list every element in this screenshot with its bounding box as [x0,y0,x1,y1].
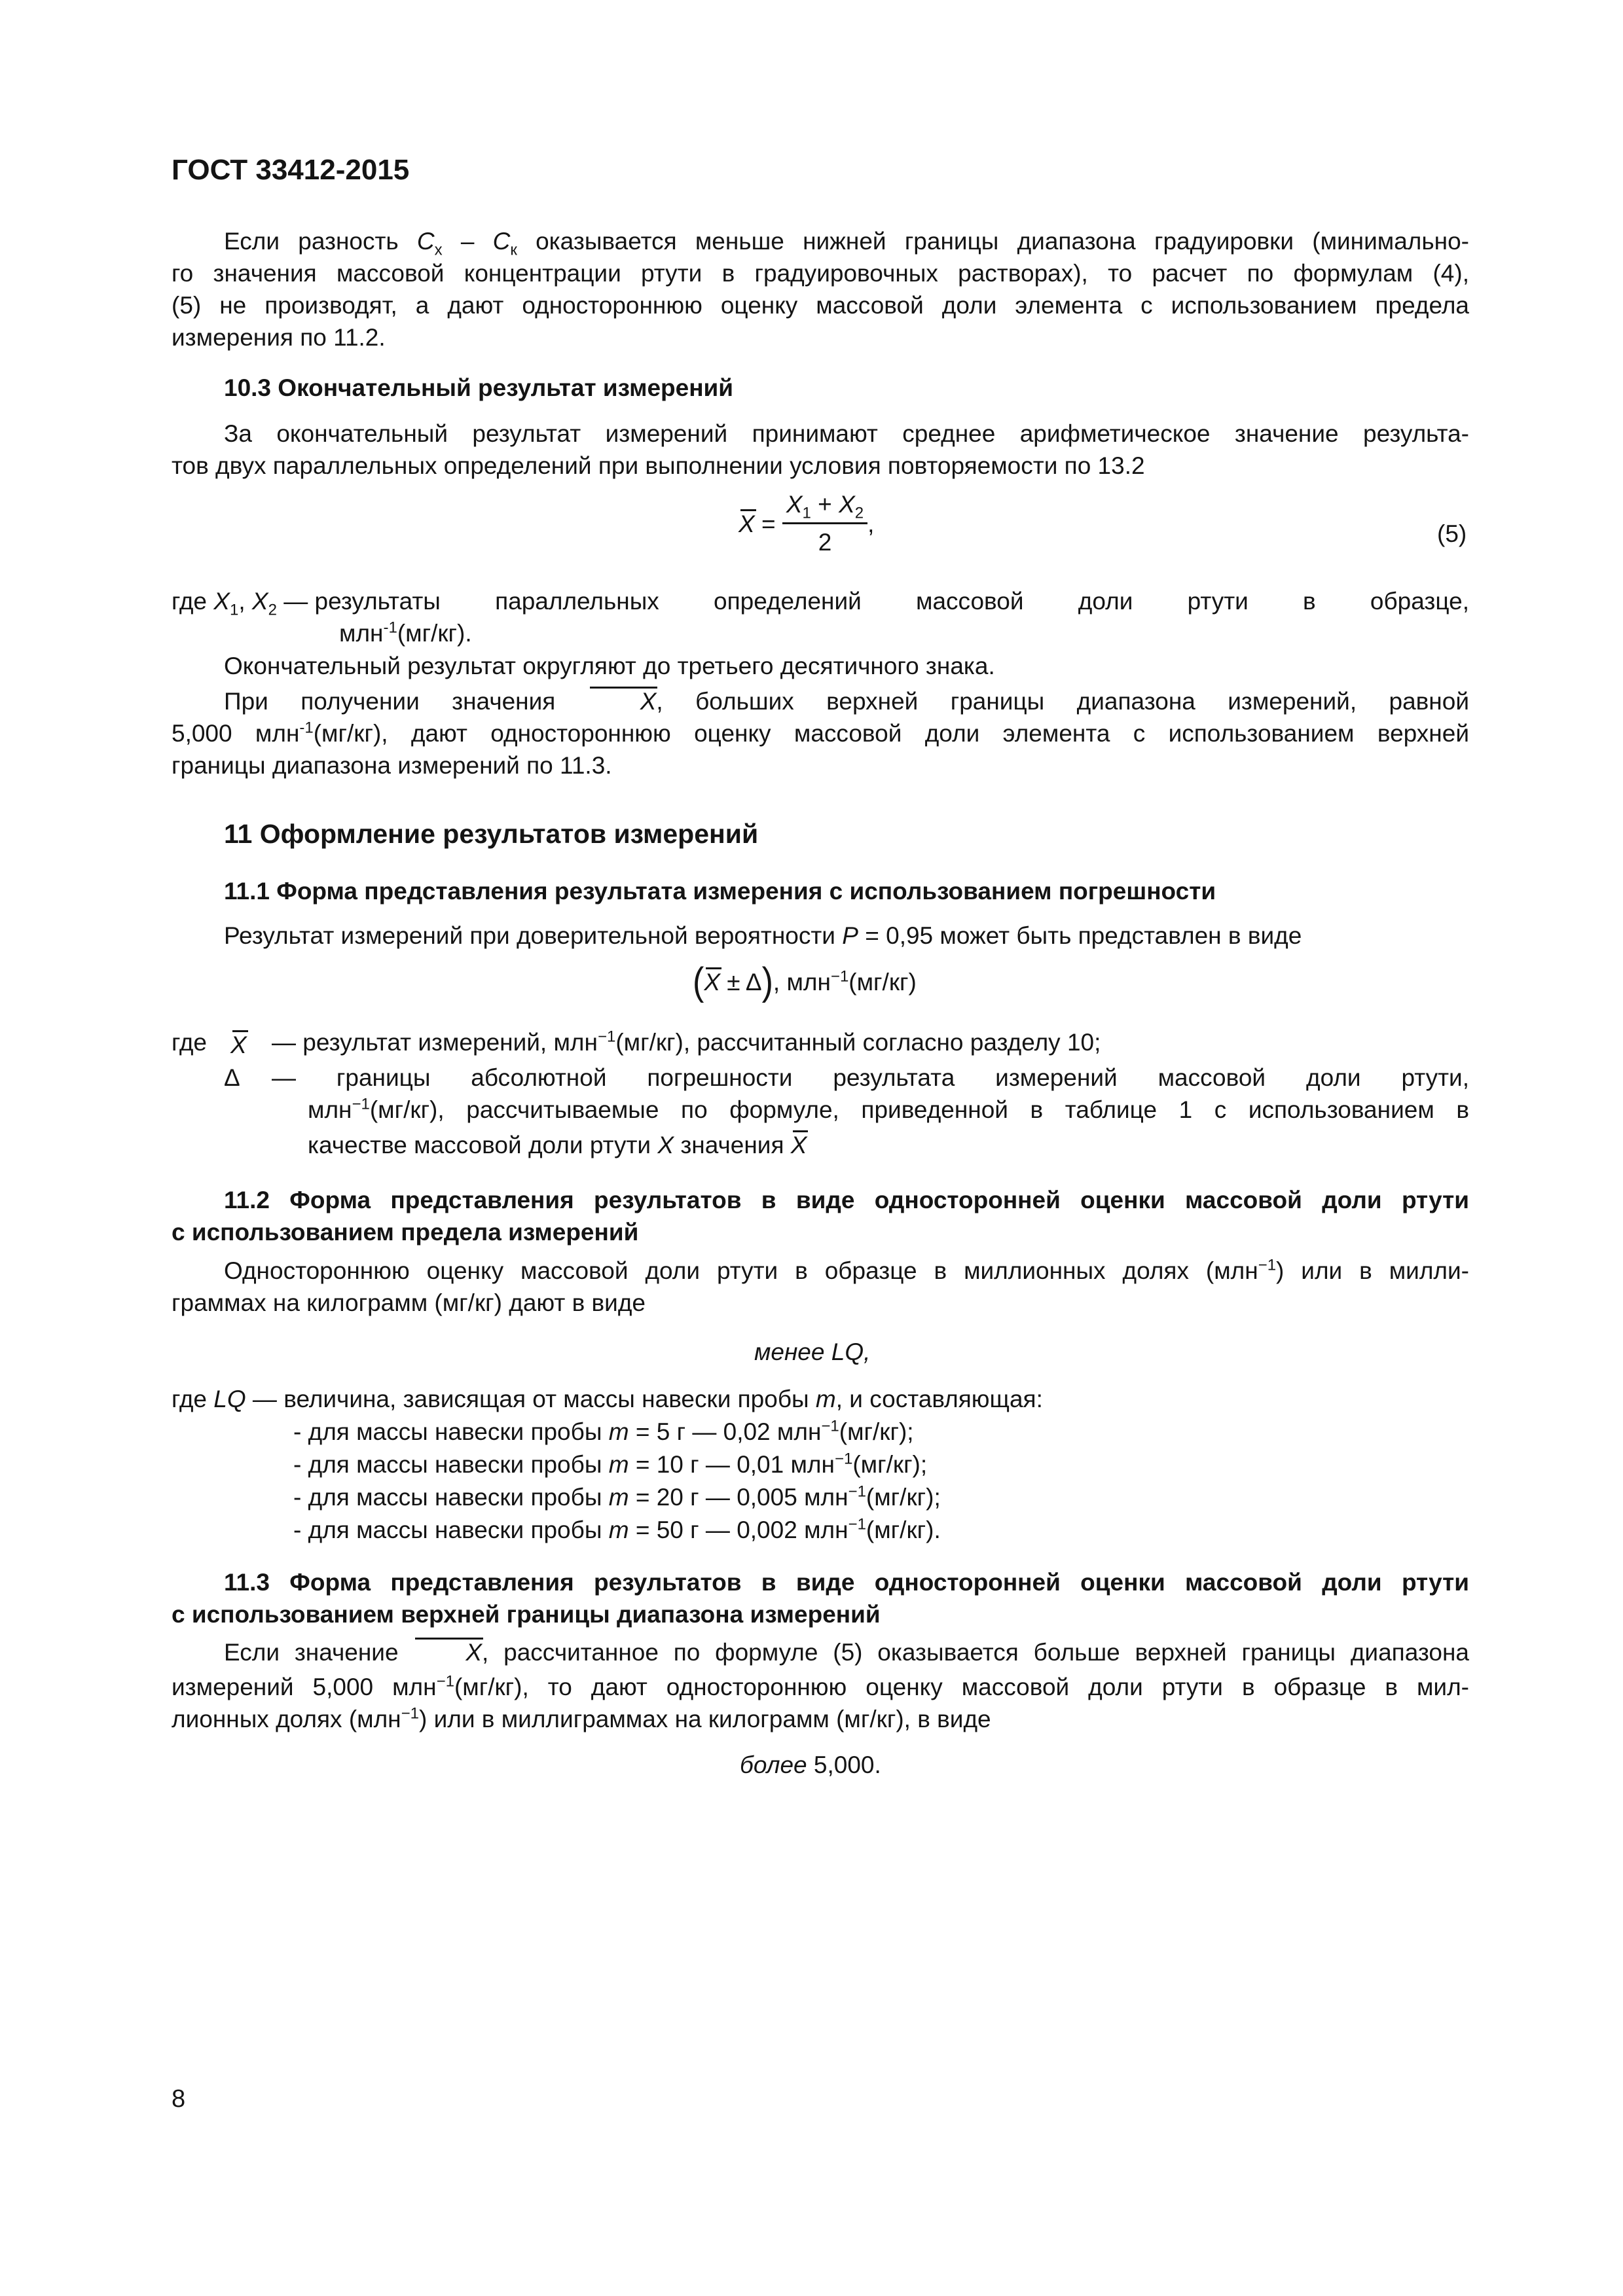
upper-expression: более 5,000. [740,1751,881,1778]
where-xbar-symbol: X [230,1029,247,1061]
lq-expression: менее LQ, [754,1338,871,1365]
intro-line-3: (5) не производят, а дают одностороннюю оценку массовой доли элемента с использованием предела [172,292,1469,319]
section-10-3-paragraph: За окончательный результат измерений принимают среднее арифметическое значение результа- тов двух параллельных определений при выполнении условия повторяемости по 13.2 [172,420,1469,479]
where-label-11-1: где [172,1029,208,1056]
section-11-3-paragraph: Если значение X, рассчитанное по формуле (5) оказывается больше верхней границы диапазона измерений 5,000 млн$^{-1}$(мг/кг), то дают одностороннюю оценку массовой доли ртути в образце в мил- лионных долях (млн$^{-1}$) или в миллиграммах на килограмм (мг/кг), в виде [172,1636,1469,1735]
intro-line-1: Если разность $C_x - C_к$ оказывается меньше нижней границы диапазона градуировки (минимально- [224,228,1469,259]
section-11-3-title: 11.3 Форма представления результатов в виде односторонней оценки массовой доли ртути с использованием верхней границы диапазона измерений [172,1569,1469,1628]
list-item: - для массы навески пробы m = 50 г — 0,002 млн$^{-1}$(мг/кг). [293,1515,941,1543]
where-x1-x2-unit: млн$^{-1}$(мг/кг). [339,619,472,647]
section-11-2-paragraph: Одностороннюю оценку массовой доли ртути в образце в миллионных долях (млн$^{-1}$) или в милли- граммах на килограмм (мг/кг) дают в виде [172,1256,1470,1316]
upper-limit-paragraph: При получении значения X, больших верхней границы диапазона измерений, равной 5,000 млн$^{-1}$(мг/кг), дают одностороннюю оценку массовой доли элемента с использованием верхней границы диапазона измерений по 11.3. [172,685,1469,781]
page-number: 8 [172,2085,186,2113]
formula-5-number: (5) [1437,520,1467,547]
section-11-2-title: 11.2 Форма представления результатов в виде односторонней оценки массовой доли ртути с использованием предела измерений [172,1187,1469,1246]
where-x1-x2-line: где $X_1$, $X_2$ — результаты параллельных определений массовой доли ртути в образце, [172,588,1469,619]
intro-paragraph [172,225,1469,353]
section-10-3-title: 10.3 Окончательный результат измерений [224,374,734,401]
where-delta-line-2: млн$^{-1}$(мг/кг), рассчитываемые по формуле, приведенной в таблице 1 с использованием в [308,1095,1469,1123]
where-delta-line-3: качестве массовой доли ртути X значения X [308,1129,807,1161]
document-header: ГОСТ 33412-2015 [172,154,410,186]
intro-line-4: измерения по 11.2. [172,324,386,351]
intro-line-2: го значения массовой концентрации ртути в градуировочных растворах), то расчет по формулам (4), [172,260,1469,287]
where-xbar-definition: — результат измерений, млн$^{-1}$(мг/кг), рассчитанный согласно разделу 10; [272,1028,1101,1056]
list-item: - для массы навески пробы m = 20 г — 0,005 млн$^{-1}$(мг/кг); [293,1482,941,1511]
list-item: - для массы навески пробы m = 5 г — 0,02 млн$^{-1}$(мг/кг); [293,1417,914,1445]
rounding-rule: Окончательный результат округляют до третьего десятичного знака. [224,653,995,679]
list-item: - для массы навески пробы m = 10 г — 0,01 млн$^{-1}$(мг/кг); [293,1450,928,1478]
where-delta-line-1: — границы абсолютной погрешности результата измерений массовой доли ртути, [272,1064,1469,1091]
section-11-title: 11 Оформление результатов измерений [224,819,759,849]
formula-fraction: $\frac{X_1 + X_2}{2}$ [782,490,867,558]
lq-where-line: где LQ — величина, зависящая от массы навески пробы m, и составляющая: [172,1386,1043,1412]
formula-5: X = $\frac{X_1 + X_2}{2}$ , [739,490,874,575]
section-11-1-title: 11.1 Форма представления результата измерения с использованием погрешности [224,878,1216,905]
section-11-1-line: Результат измерений при доверительной вероятности P = 0,95 может быть представлен в виде [224,922,1302,949]
result-expression: (X ± Δ), млн$^{-1}$(мг/кг) [693,960,917,1004]
where-delta-symbol: Δ [224,1064,240,1091]
